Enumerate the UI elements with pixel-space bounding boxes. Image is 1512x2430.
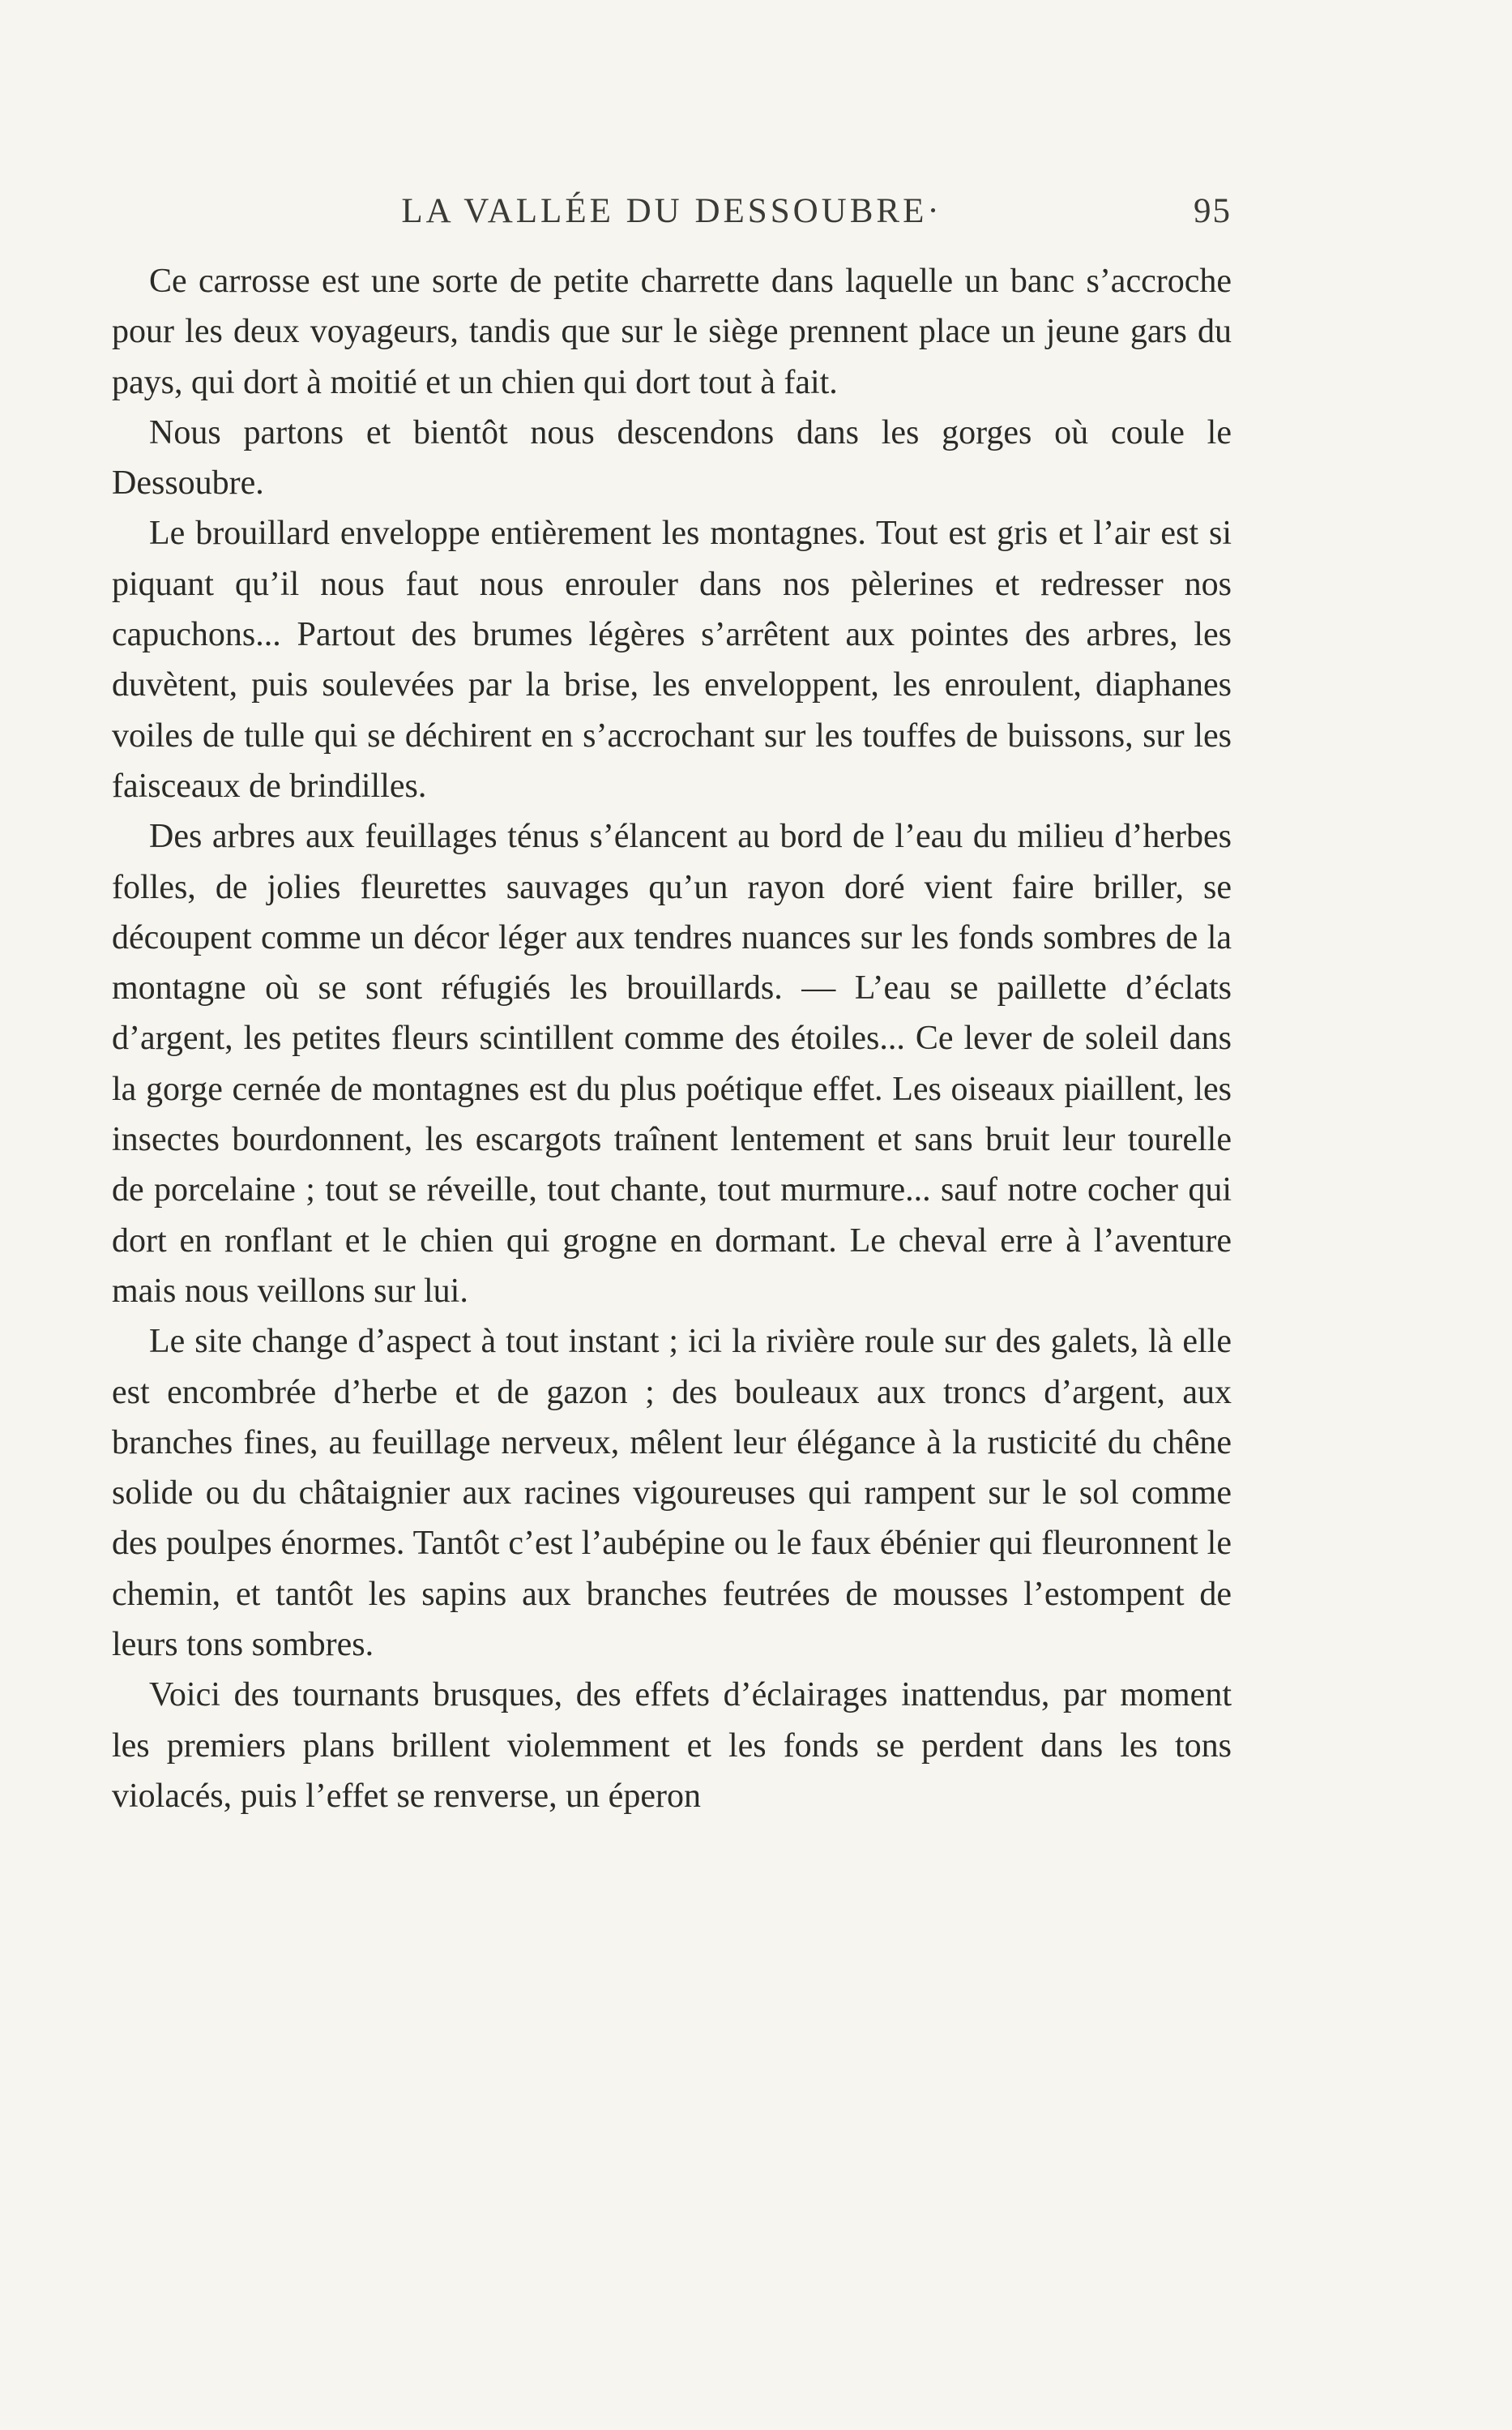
body-text bbox=[112, 256, 1232, 1821]
running-title: LA VALLÉE DU DESSOUBRE· bbox=[401, 192, 942, 230]
page-number: 95 bbox=[1194, 192, 1232, 230]
running-head bbox=[112, 191, 1232, 240]
paragraph: Des arbres aux feuillages ténus s’élancent au bord de l’eau du milieu d’herbes folles, de jolies fleurettes sauvages qu’un rayon doré vient faire briller, se découpent comme un décor léger aux tendres nuances sur les fonds sombres de la montagne où se sont réfugiés les brouillards. — L’eau se paillette d’éclats d’argent, les petites fleurs scintillent comme des étoiles... Ce lever de soleil dans la gorge cernée de montagnes est du plus poétique effet. Les oiseaux piaillent, les insectes bourdonnent, les escargots traînent lentement et sans bruit leur tourelle de porcelaine ; tout se réveille, tout chante, tout murmure... sauf notre cocher qui dort en ronflant et le chien qui grogne en dormant. Le cheval erre à l’aventure mais nous veillons sur lui. bbox=[112, 818, 1232, 1310]
paragraph: Le site change d’aspect à tout instant ; ici la rivière roule sur des galets, là elle est encombrée d’herbe et de gazon ; des bouleaux aux troncs d’argent, aux branches fines, au feuillage nerveux, mêlent leur élégance à la rusticité du chêne solide ou du châtaignier aux racines vigoureuses qui rampent sur le sol comme des poulpes énormes. Tantôt c’est l’aubépine ou le faux ébénier qui fleuronnent le chemin, et tantôt les sapins aux branches feutrées de mousses l’estompent de leurs tons sombres. bbox=[112, 1323, 1232, 1664]
paragraph: Voici des tournants brusques, des effets d’éclairages inattendus, par moment les premiers plans brillent violemment et les fonds se perdent dans les tons violacés, puis l’effet se renverse, un éperon bbox=[112, 1676, 1232, 1815]
paragraph: Nous partons et bientôt nous descendons dans les gorges où coule le Dessoubre. bbox=[112, 413, 1232, 503]
paragraph: Le brouillard enveloppe entièrement les montagnes. Tout est gris et l’air est si piquant qu’il nous faut nous enrouler dans nos pèlerines et redresser nos capuchons... Partout des brumes légères s’arrêtent aux pointes des arbres, les duvètent, puis soulevées par la brise, les enveloppent, les enroulent, diaphanes voiles de tulle qui se déchirent en s’accrochant sur les touffes de buissons, sur les faisceaux de brindilles. bbox=[112, 515, 1232, 805]
paragraph: Ce carrosse est une sorte de petite charrette dans laquelle un banc s’accroche pour les deux voyageurs, tandis que sur le siège prennent place un jeune gars du pays, qui dort à moitié et un chien qui dort tout à fait. bbox=[112, 263, 1232, 401]
